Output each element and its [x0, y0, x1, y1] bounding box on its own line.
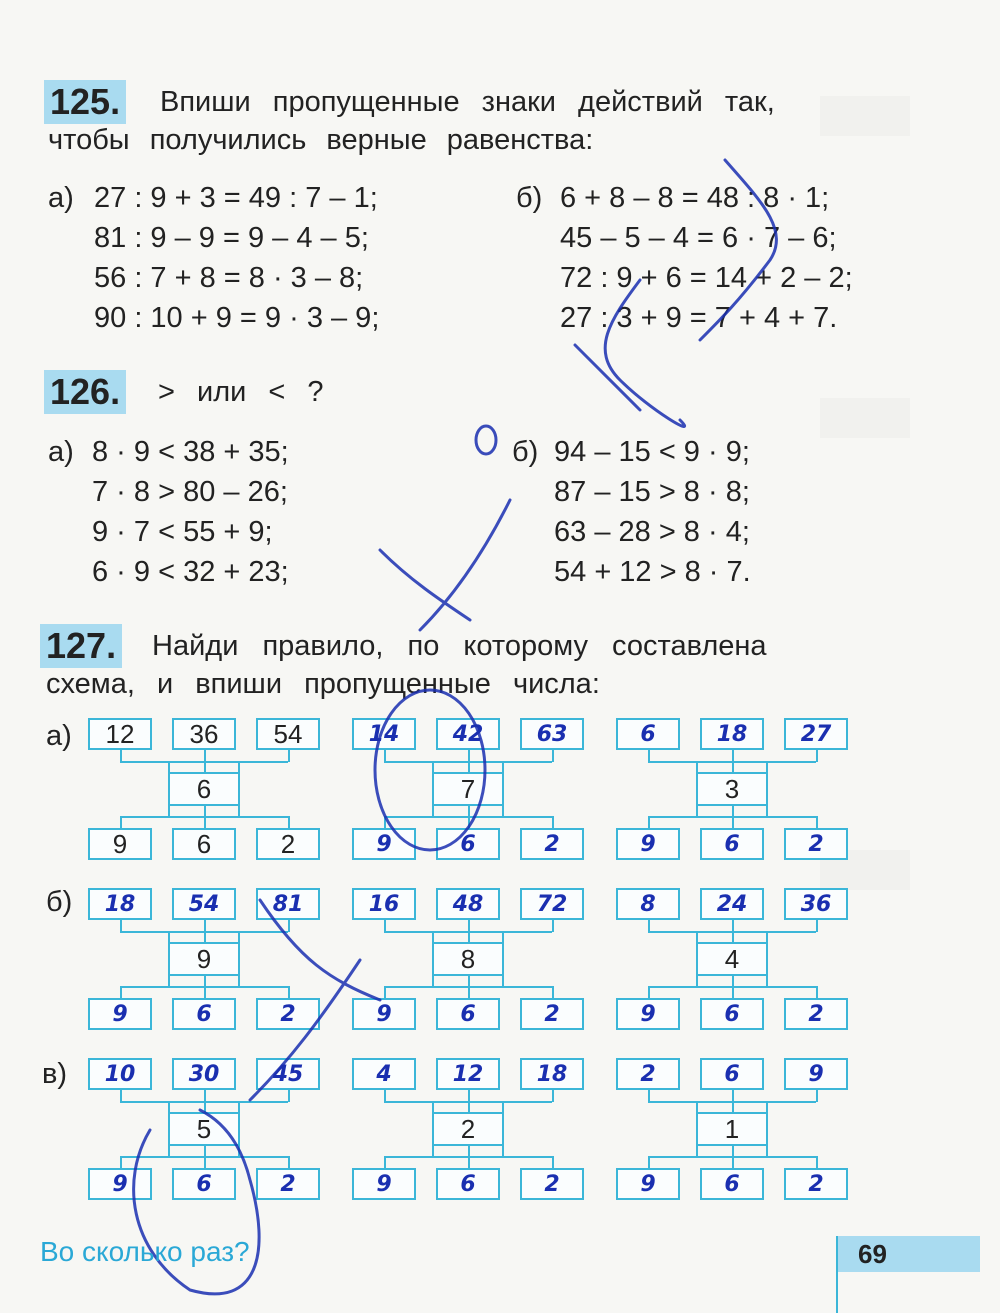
scheme-bottom-box: 2	[784, 998, 848, 1030]
task-125-label-a: а)	[48, 182, 74, 214]
task-127-instruction-1: Найди правило, по которому составлена	[152, 630, 767, 662]
scheme-top-box: 36	[172, 718, 236, 750]
scheme-bottom-box: 6	[436, 828, 500, 860]
scheme-top-box: 24	[700, 888, 764, 920]
scheme-top-box: 9	[784, 1058, 848, 1090]
task-125-a-eq-4: 90 : 10 + 9 = 9 · 3 – 9;	[94, 302, 380, 334]
scribble-stroke	[250, 900, 380, 1100]
scheme-top-box: 12	[88, 718, 152, 750]
scheme-bottom-box: 9	[88, 1168, 152, 1200]
scheme-bottom-box: 9	[88, 998, 152, 1030]
footer-topic: Во сколько раз?	[40, 1236, 250, 1267]
task-125-instruction-1: Впиши пропущенные знаки действий так,	[160, 86, 775, 118]
scheme-top-box: 18	[88, 888, 152, 920]
scheme-bottom-box: 2	[520, 998, 584, 1030]
scheme-bottom-box: 6	[700, 1168, 764, 1200]
scheme-middle-box: 6	[168, 772, 240, 806]
scheme-top-box: 63	[520, 718, 584, 750]
task-125-instruction-2: чтобы получились верные равенства:	[48, 124, 594, 156]
task-125-a-eq-3: 56 : 7 + 8 = 8 · 3 – 8;	[94, 262, 364, 294]
scheme-bottom-box: 6	[700, 998, 764, 1030]
scribble-stroke	[380, 500, 510, 630]
scheme-top-box: 2	[616, 1058, 680, 1090]
scribble-stroke	[476, 426, 496, 454]
scribble-stroke	[605, 280, 684, 426]
scheme-bottom-box: 2	[256, 1168, 320, 1200]
task-127-label-b: б)	[46, 886, 73, 918]
scheme-top-box: 81	[256, 888, 320, 920]
scheme-top-box: 48	[436, 888, 500, 920]
task-125-b-eq-1: 6 + 8 – 8 = 48 : 8 · 1;	[560, 182, 830, 214]
scheme-top-box: 30	[172, 1058, 236, 1090]
scheme-top-box: 6	[700, 1058, 764, 1090]
scheme-bottom-box: 6	[436, 998, 500, 1030]
scheme-bottom-box: 2	[520, 1168, 584, 1200]
task-125-label-b: б)	[516, 182, 543, 214]
task-125-b-eq-4: 27 : 3 + 9 = 7 + 4 + 7.	[560, 302, 838, 334]
task-126-a-1: 8 · 9 < 38 + 35;	[92, 436, 289, 468]
scheme-bottom-box: 9	[616, 1168, 680, 1200]
task-127-label-c: в)	[42, 1058, 68, 1090]
scheme-top-box: 72	[520, 888, 584, 920]
scheme-top-box: 54	[256, 718, 320, 750]
task-126-a-3: 9 · 7 < 55 + 9;	[92, 516, 273, 548]
scheme-top-box: 4	[352, 1058, 416, 1090]
scheme-middle-box: 5	[168, 1112, 240, 1146]
scheme-bottom-box: 6	[436, 1168, 500, 1200]
task-126-label-b: б)	[512, 436, 539, 468]
scheme-top-box: 14	[352, 718, 416, 750]
scribble-stroke	[700, 160, 776, 340]
scheme-bottom-box: 2	[256, 998, 320, 1030]
task-126-number: 126.	[44, 370, 126, 414]
scheme-bottom-box: 2	[784, 828, 848, 860]
task-126-question: > или < ?	[158, 376, 324, 408]
scheme-top-box: 27	[784, 718, 848, 750]
scheme-middle-box: 8	[432, 942, 504, 976]
scheme-middle-box: 7	[432, 772, 504, 806]
task-127-instruction-2: схема, и впиши пропущенные числа:	[46, 668, 600, 700]
scheme-middle-box: 3	[696, 772, 768, 806]
scribble-stroke	[575, 345, 640, 410]
task-126-a-4: 6 · 9 < 32 + 23;	[92, 556, 289, 588]
scheme-top-box: 54	[172, 888, 236, 920]
scheme-middle-box: 9	[168, 942, 240, 976]
task-126-a-2: 7 · 8 > 80 – 26;	[92, 476, 288, 508]
scheme-middle-box: 1	[696, 1112, 768, 1146]
task-125-number: 125.	[44, 80, 126, 124]
task-126-label-a: а)	[48, 436, 74, 468]
scheme-bottom-box: 2	[256, 828, 320, 860]
scheme-top-box: 10	[88, 1058, 152, 1090]
scheme-top-box: 16	[352, 888, 416, 920]
scheme-top-box: 45	[256, 1058, 320, 1090]
scheme-top-box: 12	[436, 1058, 500, 1090]
task-126-b-2: 87 – 15 > 8 · 8;	[554, 476, 750, 508]
scheme-middle-box: 2	[432, 1112, 504, 1146]
scheme-top-box: 18	[520, 1058, 584, 1090]
scheme-bottom-box: 9	[616, 828, 680, 860]
task-125-a-eq-1: 27 : 9 + 3 = 49 : 7 – 1;	[94, 182, 378, 214]
task-126-b-1: 94 – 15 < 9 · 9;	[554, 436, 750, 468]
task-126-b-3: 63 – 28 > 8 · 4;	[554, 516, 750, 548]
task-125-b-eq-2: 45 – 5 – 4 = 6 · 7 – 6;	[560, 222, 837, 254]
scribble-stroke	[375, 690, 485, 850]
page-number: 69	[838, 1236, 980, 1272]
scheme-bottom-box: 9	[616, 998, 680, 1030]
task-127-label-a: а)	[46, 720, 72, 752]
task-125-a-eq-2: 81 : 9 – 9 = 9 – 4 – 5;	[94, 222, 369, 254]
task-127-number: 127.	[40, 624, 122, 668]
scheme-bottom-box: 6	[172, 828, 236, 860]
scheme-bottom-box: 9	[352, 998, 416, 1030]
scheme-top-box: 42	[436, 718, 500, 750]
scheme-top-box: 36	[784, 888, 848, 920]
scheme-bottom-box: 9	[352, 828, 416, 860]
scheme-bottom-box: 9	[352, 1168, 416, 1200]
task-125-b-eq-3: 72 : 9 + 6 = 14 + 2 – 2;	[560, 262, 853, 294]
scheme-bottom-box: 9	[88, 828, 152, 860]
scheme-bottom-box: 2	[520, 828, 584, 860]
task-126-b-4: 54 + 12 > 8 · 7.	[554, 556, 751, 588]
scheme-top-box: 6	[616, 718, 680, 750]
scheme-top-box: 18	[700, 718, 764, 750]
scheme-bottom-box: 6	[172, 998, 236, 1030]
scheme-middle-box: 4	[696, 942, 768, 976]
scheme-bottom-box: 6	[172, 1168, 236, 1200]
scheme-top-box: 8	[616, 888, 680, 920]
scheme-bottom-box: 2	[784, 1168, 848, 1200]
scheme-bottom-box: 6	[700, 828, 764, 860]
